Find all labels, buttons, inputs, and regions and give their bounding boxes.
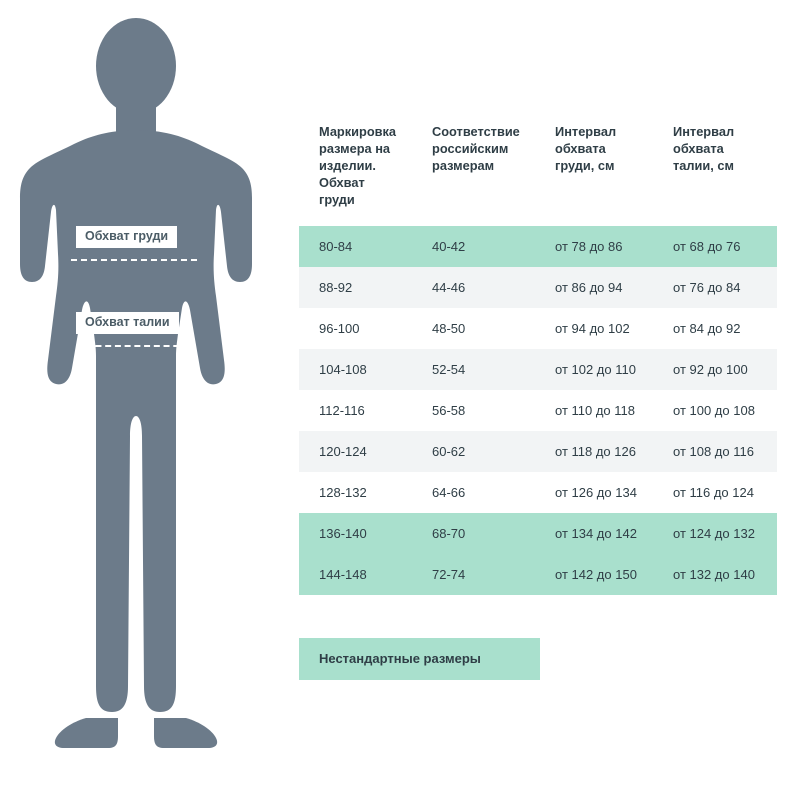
table-cell: 72-74 [412, 554, 535, 595]
table-row [299, 267, 777, 308]
table-cell: 120-124 [299, 431, 412, 472]
table-cell: от 132 до 140 [653, 554, 777, 595]
table-cell: от 134 до 142 [535, 513, 653, 554]
table-cell: 44-46 [412, 267, 535, 308]
table-cell: 48-50 [412, 308, 535, 349]
table-row [299, 554, 777, 595]
chest-measure-line [71, 259, 197, 261]
table-cell: 80-84 [299, 226, 412, 267]
table-row [299, 390, 777, 431]
waist-measure-line [76, 345, 189, 347]
column-header-chest-range: Интервал обхвата груди, см [535, 110, 653, 226]
body-figure-panel [0, 0, 290, 800]
table-cell: 144-148 [299, 554, 412, 595]
table-cell: от 142 до 150 [535, 554, 653, 595]
waist-measure-label: Обхват талии [76, 312, 179, 334]
table-cell: от 118 до 126 [535, 431, 653, 472]
table-cell: от 92 до 100 [653, 349, 777, 390]
size-table [299, 110, 777, 595]
table-cell: 40-42 [412, 226, 535, 267]
column-header-russian-size: Соответствие российским размерам [412, 110, 535, 226]
table-cell: от 126 до 134 [535, 472, 653, 513]
table-row [299, 226, 777, 267]
table-header-row [299, 110, 777, 226]
table-cell: 68-70 [412, 513, 535, 554]
table-head [299, 110, 777, 226]
table-cell: от 102 до 110 [535, 349, 653, 390]
nonstandard-sizes-label: Нестандартные размеры [319, 651, 481, 666]
table-row [299, 431, 777, 472]
table-cell: от 116 до 124 [653, 472, 777, 513]
table-cell: от 78 до 86 [535, 226, 653, 267]
column-header-marking: Маркировка размера на изделии. Обхват груди [299, 110, 412, 226]
table-cell: 128-132 [299, 472, 412, 513]
table-cell: от 110 до 118 [535, 390, 653, 431]
table-cell: от 86 до 94 [535, 267, 653, 308]
table-cell: 112-116 [299, 390, 412, 431]
table-cell: 52-54 [412, 349, 535, 390]
table-cell: от 94 до 102 [535, 308, 653, 349]
table-cell: 64-66 [412, 472, 535, 513]
table-cell: от 76 до 84 [653, 267, 777, 308]
table-row [299, 308, 777, 349]
table-cell: от 124 до 132 [653, 513, 777, 554]
male-body-silhouette-icon [8, 18, 278, 758]
column-header-waist-range: Интервал обхвата талии, см [653, 110, 777, 226]
size-table-wrapper [299, 110, 777, 595]
table-cell: 56-58 [412, 390, 535, 431]
nonstandard-sizes-banner [299, 638, 540, 680]
table-cell: 136-140 [299, 513, 412, 554]
table-cell: 60-62 [412, 431, 535, 472]
table-cell: от 84 до 92 [653, 308, 777, 349]
table-cell: 104-108 [299, 349, 412, 390]
table-cell: от 100 до 108 [653, 390, 777, 431]
table-cell: от 68 до 76 [653, 226, 777, 267]
table-row [299, 472, 777, 513]
table-row [299, 513, 777, 554]
chest-measure-label: Обхват груди [76, 226, 177, 248]
table-cell: 88-92 [299, 267, 412, 308]
table-cell: 96-100 [299, 308, 412, 349]
table-body [299, 226, 777, 595]
table-row [299, 349, 777, 390]
table-cell: от 108 до 116 [653, 431, 777, 472]
